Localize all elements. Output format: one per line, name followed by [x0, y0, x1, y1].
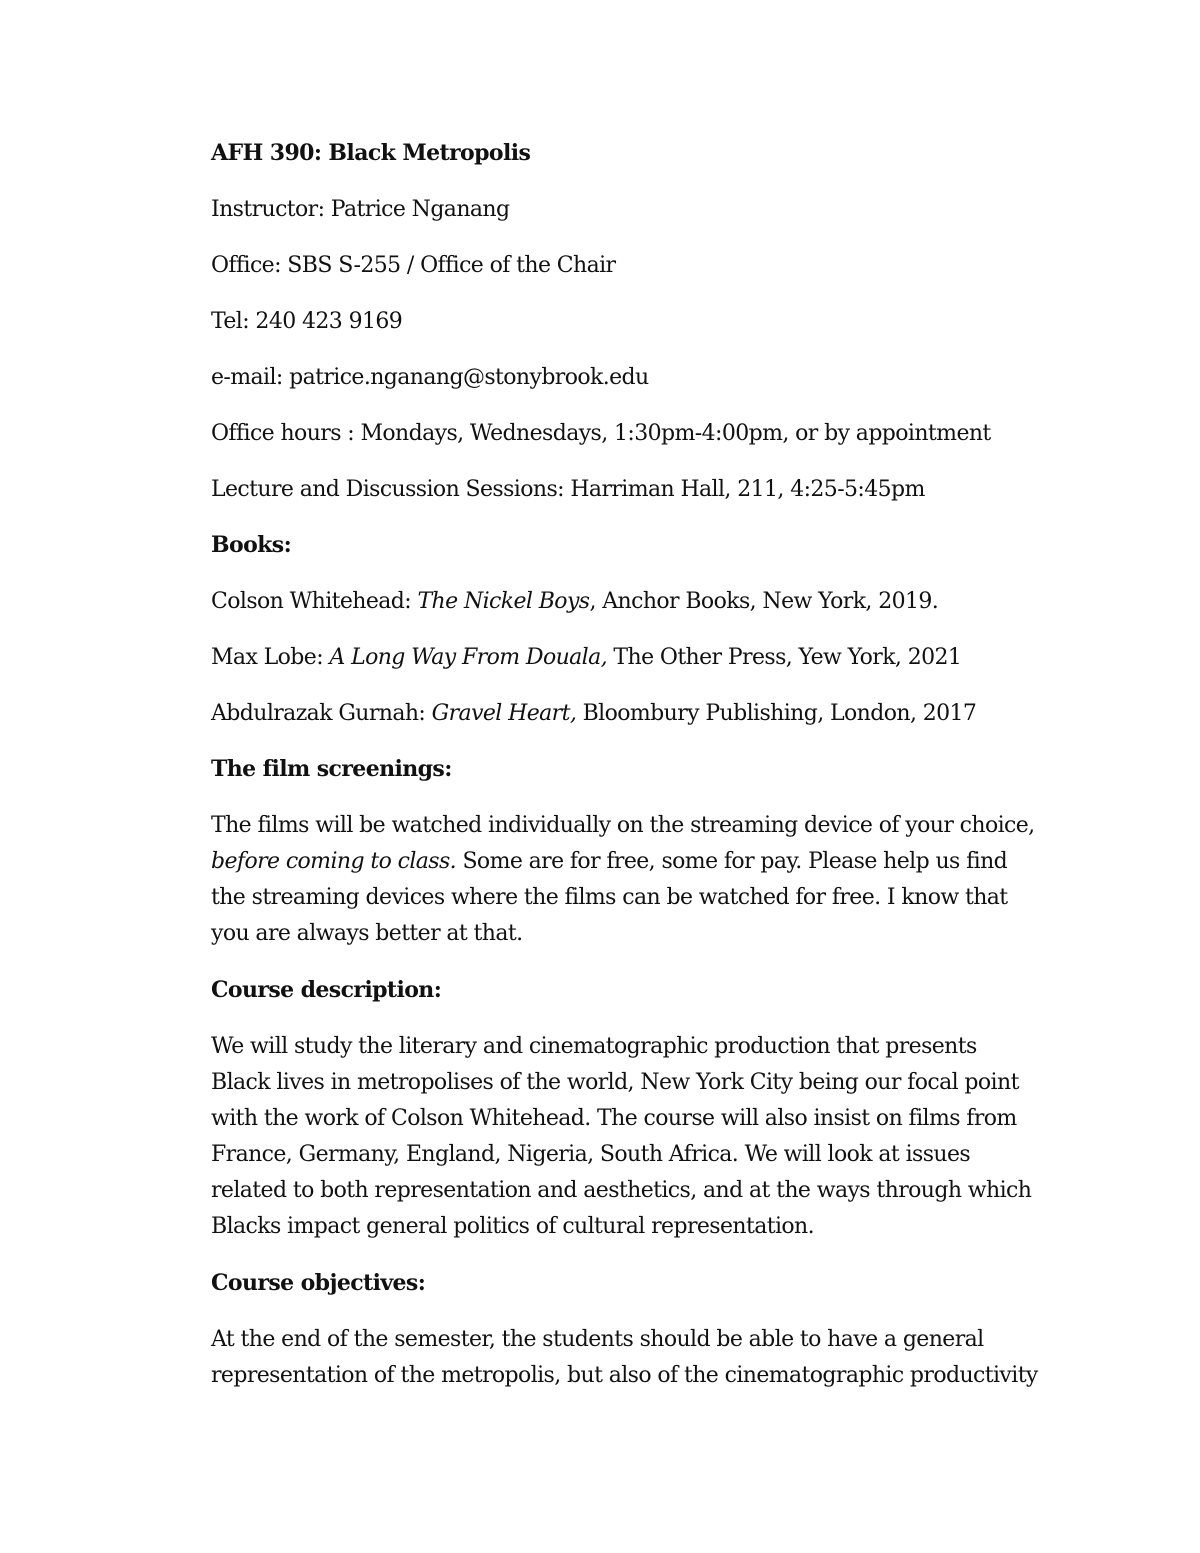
course-objectives-heading: Course objectives: — [211, 1270, 426, 1296]
book-item — [211, 700, 1041, 727]
course-objectives-paragraph: At the end of the semester, the students should be able to have a general representation of the metropolis, but also of the cinematographic productivity — [211, 1327, 1038, 1388]
book-author: Colson Whitehead: — [211, 589, 418, 614]
syllabus-page — [211, 140, 1041, 1419]
sessions-line: Lecture and Discussion Sessions: Harriman Hall, 211, 4:25-5:45pm — [211, 477, 925, 502]
office-line: Office: SBS S-255 / Office of the Chair — [211, 253, 616, 278]
course-description-paragraph: We will study the literary and cinematographic production that presents Black lives in metropolises of the world, New York City being our focal point with the work of Colson Whitehead. The course will also insist on films from France, Germany, England, Nigeria, South Africa. We will look at issues related to both representation and aesthetics, and at the ways through which Blacks impact general politics of cultural representation. — [211, 1034, 1032, 1239]
office-hours-line: Office hours : Mondays, Wednesdays, 1:30pm-4:00pm, or by appointment — [211, 421, 991, 446]
book-author: Max Lobe: — [211, 645, 330, 670]
book-item — [211, 588, 1041, 615]
film-screenings-italic: before coming to class. — [211, 849, 457, 874]
film-screenings-text: The films will be watched individually on the streaming device of your choice, — [211, 813, 1035, 838]
book-item — [211, 644, 1041, 671]
tel-line: Tel: 240 423 9169 — [211, 309, 403, 334]
book-details: The Other Press, Yew York, 2021 — [607, 645, 962, 670]
email-line: e-mail: patrice.nganang@stonybrook.edu — [211, 365, 649, 390]
book-author: Abdulrazak Gurnah: — [211, 701, 432, 726]
book-title: A Long Way From Douala, — [329, 645, 608, 670]
course-description-heading: Course description: — [211, 977, 442, 1003]
book-title: The Nickel Boys — [417, 589, 590, 614]
film-screenings-paragraph — [211, 808, 1041, 952]
film-screenings-heading: The film screenings: — [211, 756, 452, 782]
course-title: AFH 390: Black Metropolis — [211, 140, 531, 166]
book-title: Gravel Heart, — [431, 701, 577, 726]
instructor-line: Instructor: Patrice Nganang — [211, 197, 510, 222]
book-details: Bloombury Publishing, London, 2017 — [576, 701, 977, 726]
book-details: , Anchor Books, New York, 2019. — [589, 589, 939, 614]
film-screenings-text-rest: Some are for free, some for pay. Please help us find the streaming devices where the films can be watched for free. I know that you are always better at that. — [211, 849, 1008, 946]
books-heading: Books: — [211, 532, 292, 558]
